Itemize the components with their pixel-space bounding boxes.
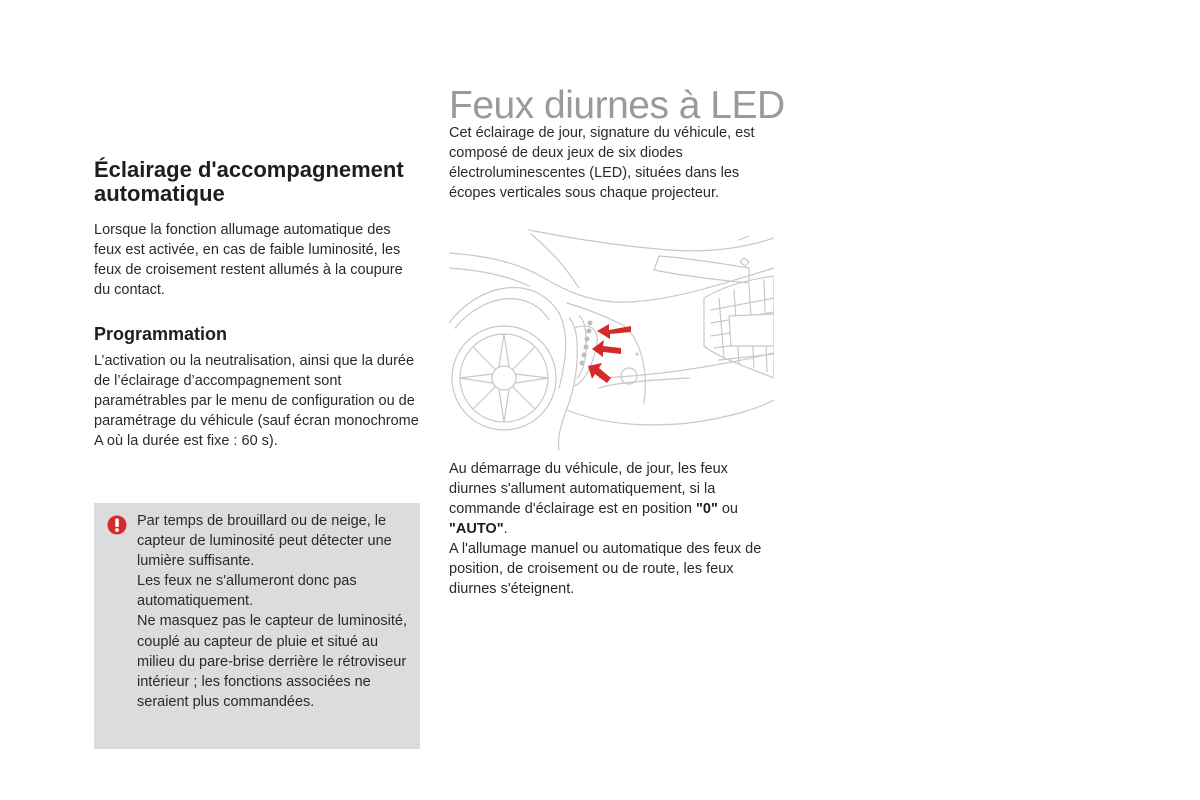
section-title-eclairage: Éclairage d'accompagnement automatique — [94, 157, 404, 206]
eclairage-paragraph: Lorsque la fonction allumage automatique des feux est activée, en cas de faible luminosité, les feux de croisement restent allumés à la coupure du contact. — [94, 222, 403, 298]
warning-text — [137, 511, 407, 712]
subtitle-programmation: Programmation — [94, 324, 228, 344]
warning-text-1: Par temps de brouillard ou de neige, le capteur de luminosité peut détecter une lumière suffisante. — [137, 513, 392, 570]
warning-text-3: Ne masquez pas le capteur de luminosité, couplé au capteur de pluie et situé au milieu du pare-brise derrière le rétroviseur intérieur ; les fonctions associées ne seraient plus commandées. — [137, 613, 408, 710]
red-arrow-middle — [592, 340, 621, 357]
warning-icon — [107, 515, 127, 535]
led-off-paragraph: A l'allumage manuel ou automatique des feux de position, de croisement ou de route, les feux diurnes s'éteignent. — [449, 541, 762, 597]
led-intro-paragraph: Cet éclairage de jour, signature du véhicule, est composé de deux jeux de six diodes électroluminescentes (LED), situées dans les écopes verticales sous chaque projecteur. — [449, 125, 755, 201]
red-arrow-top — [597, 324, 631, 339]
page-title: Feux diurnes à LED — [449, 84, 785, 127]
position-auto-label: "AUTO" — [449, 521, 504, 537]
car-front-illustration — [449, 228, 774, 453]
desc-part2: ou — [717, 501, 738, 517]
left-column — [94, 158, 420, 451]
warning-text-2: Les feux ne s'allumeront donc pas automatiquement. — [137, 573, 357, 610]
red-arrow-bottom — [588, 363, 611, 383]
led-description — [449, 459, 779, 599]
warning-box — [94, 503, 420, 749]
desc-part3: . — [503, 521, 508, 537]
position-0-label: "0" — [696, 501, 718, 517]
desc-part1: Au démarrage du véhicule, de jour, les feux diurnes s'allument automatiquement, si la commande d'éclairage est en position — [449, 461, 728, 517]
programmation-paragraph: L’activation ou la neutralisation, ainsi que la durée de l’éclairage d’accompagnement sont paramétrables par le menu de configuration ou de paramétrage du véhicule (sauf écran monochrome A où la durée est fixe : 60 s). — [94, 353, 419, 449]
